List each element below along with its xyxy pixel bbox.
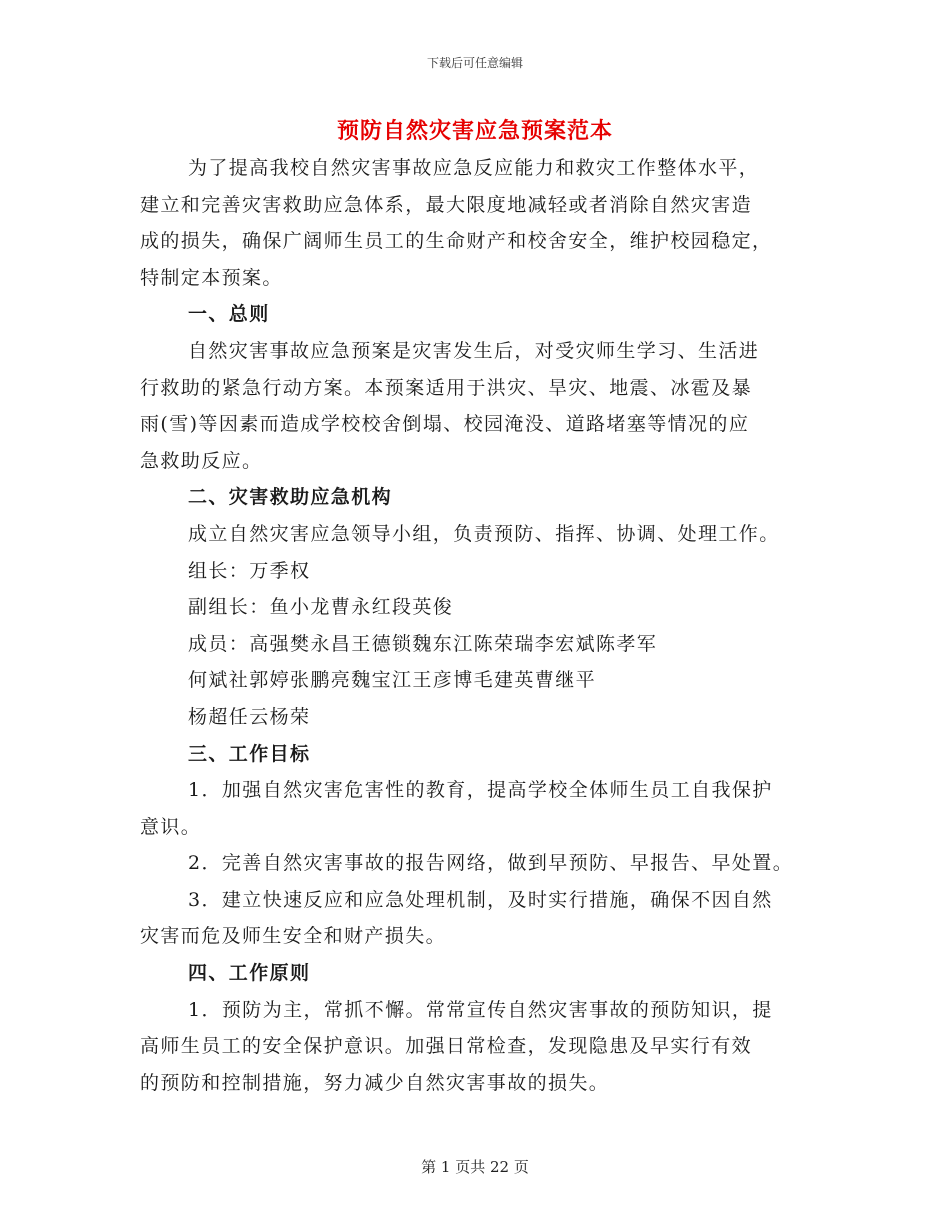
members-line: 成员：高强樊永昌王德锁魏东江陈荣瑞李宏斌陈孝军 <box>188 632 658 655</box>
leader-line: 组长：万季权 <box>188 559 311 582</box>
members-line: 何斌社郭婷张鹏亮魏宝江王彦博毛建英曹继平 <box>188 669 597 692</box>
document-body <box>140 150 820 1101</box>
page-footer: 第 1 页共 22 页 <box>421 1158 529 1176</box>
paragraph-line: 自然灾害事故应急预案是灾害发生后，对受灾师生学习、生活进 <box>188 339 760 362</box>
intro-line: 建立和完善灾害救助应急体系，最大限度地减轻或者消除自然灾害造 <box>140 193 753 216</box>
list-item-line: 1．加强自然灾害危害性的教育，提高学校全体师生员工自我保护 <box>188 779 773 802</box>
intro-line: 特制定本预案。 <box>140 266 283 289</box>
section-heading: 一、总则 <box>188 303 270 326</box>
list-item-line: 灾害而危及师生安全和财产损失。 <box>140 925 447 948</box>
list-item-line: 3．建立快速反应和应急处理机制，及时实行措施，确保不因自然 <box>188 888 773 911</box>
paragraph-line: 雨(雪)等因素而造成学校校舍倒塌、校园淹没、道路堵塞等情况的应 <box>140 413 750 436</box>
section-heading: 三、工作目标 <box>188 742 311 765</box>
section-heading: 四、工作原则 <box>188 962 311 985</box>
list-item-line: 2．完善自然灾害事故的报告网络，做到早预防、早报告、早处置。 <box>188 852 794 875</box>
header-note: 下载后可任意编辑 <box>426 56 523 70</box>
paragraph-line: 急救助反应。 <box>140 449 263 472</box>
deputy-leader-line: 副组长：鱼小龙曹永红段英俊 <box>188 596 454 619</box>
paragraph-line: 行救助的紧急行动方案。本预案适用于洪灾、旱灾、地震、冰雹及暴 <box>140 376 753 399</box>
list-item-line: 意识。 <box>140 815 202 838</box>
section-heading: 二、灾害救助应急机构 <box>188 486 393 509</box>
list-item-line: 的预防和控制措施，努力减少自然灾害事故的损失。 <box>140 1071 610 1094</box>
intro-line: 成的损失，确保广阔师生员工的生命财产和校舍安全，维护校园稳定， <box>140 230 773 253</box>
document-title: 预防自然灾害应急预案范本 <box>336 118 613 144</box>
list-item-line: 高师生员工的安全保护意识。加强日常检查，发现隐患及早实行有效 <box>140 1035 753 1058</box>
intro-line: 为了提高我校自然灾害事故应急反应能力和救灾工作整体水平， <box>188 157 760 179</box>
list-item-line: 1．预防为主，常抓不懈。常常宣传自然灾害事故的预防知识，提 <box>188 998 773 1021</box>
paragraph-line: 成立自然灾害应急领导小组，负责预防、指挥、协调、处理工作。 <box>188 522 780 545</box>
members-line: 杨超任云杨荣 <box>188 705 311 728</box>
